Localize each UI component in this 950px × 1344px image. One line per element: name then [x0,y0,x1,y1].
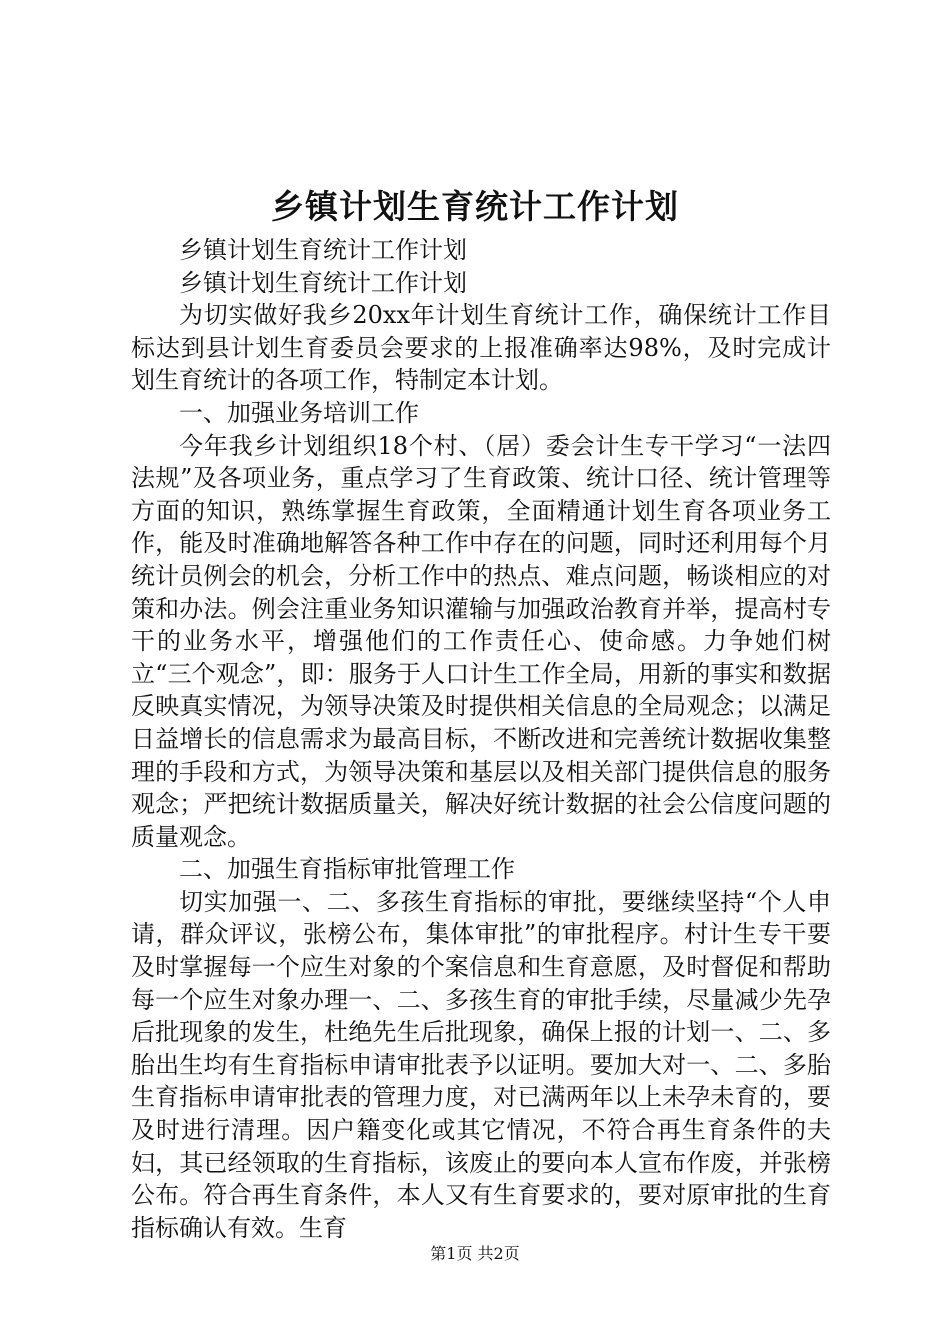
document-body [131,234,831,1244]
section-heading: 一、加强业务培训工作 [179,398,419,427]
page-footer: 第1页 共2页 [430,1244,520,1263]
section-heading: 二、加强生育指标审批管理工作 [179,855,515,884]
body-paragraph: 切实加强一、二、多孩生育指标的审批，要继续坚持“个人申请，群众评议，张榜公布，集体审批”的审批程序。村计生专干要及时掌握每一个应生对象的个案信息和生育意愿，及时督促和帮助每一个应生对象办理一、二、多孩生育的审批手续，尽量减少先孕后批现象的发生，杜绝先生后批现象，确保上报的计划一、二、多胎出生均有生育指标申请审批表予以证明。要加大对一、二、多胎生育指标申请审批表的管理力度，对已满两年以上未孕未育的，要及时进行清理。因户籍变化或其它情况，不符合再生育条件的夫妇，其已经领取的生育指标，该废止的要向本人宣布作废，并张榜公布。符合再生育条件，本人又有生育要求的，要对原审批的生育指标确认有效。生育 [131,887,831,1242]
body-paragraph: 乡镇计划生育统计工作计划 [179,268,467,297]
body-paragraph: 乡镇计划生育统计工作计划 [179,236,467,264]
body-paragraph: 今年我乡计划组织18个村、（居）委会计生专干学习“一法四法规”及各项业务，重点学习了生育政策、统计口径、统计管理等方面的知识，熟练掌握生育政策，全面精通计划生育各项业务工作，能及时准确地解答各种工作中存在的问题，同时还利用每个月统计员例会的机会，分析工作中的热点、难点问题，畅谈相应的对策和办法。例会注重业务知识灌输与加强政治教育并举，提高村专干的业务水平，增强他们的工作责任心、使命感。力争她们树立“三个观念”，即：服务于人口计生工作全局，用新的事实和数据反映真实情况，为领导决策及时提供相关信息的全局观念；以满足日益增长的信息需求为最高目标，不断改进和完善统计数据收集整理的手段和方式，为领导决策和基层以及相关部门提供信息的服务观念；严把统计数据质量关，解决好统计数据的社会公信度问题的质量观念。 [131,431,831,851]
document-title: 乡镇计划生育统计工作计划 [271,187,679,226]
body-paragraph: 为切实做好我乡20xx年计划生育统计工作，确保统计工作目标达到县计划生育委员会要求的上报准确率达98%，及时完成计划生育统计的各项工作，特制定本计划。 [131,301,831,395]
